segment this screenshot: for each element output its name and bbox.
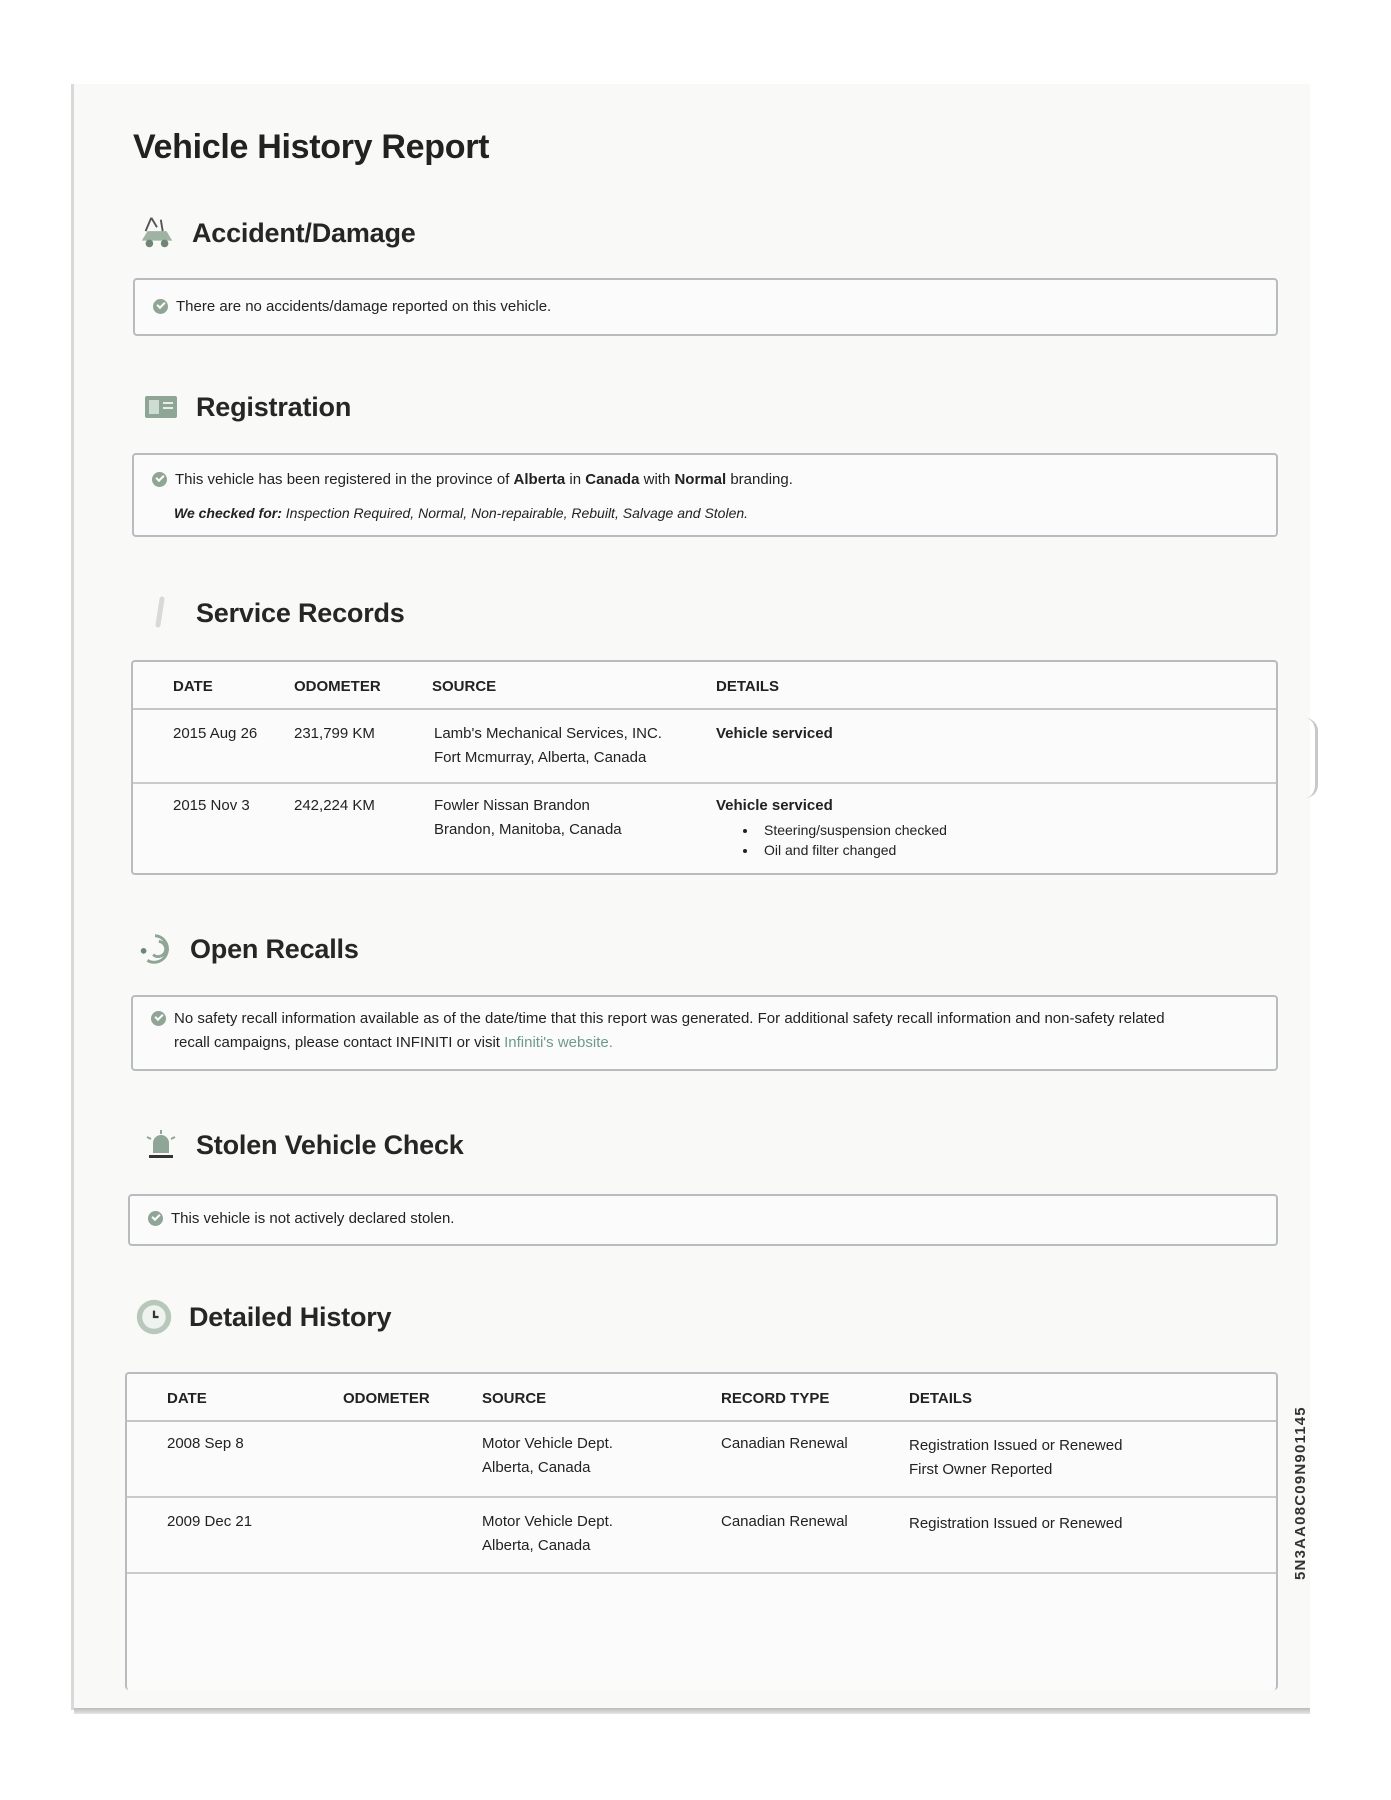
history-section-header (135, 1298, 391, 1336)
detailed-history-table (125, 1372, 1278, 1690)
accident-title: Accident/Damage (192, 217, 416, 248)
clock-icon (135, 1298, 173, 1336)
service-source (434, 794, 622, 842)
page-title: Vehicle History Report (133, 128, 490, 166)
table-row (133, 708, 1276, 784)
checked-for-items: Inspection Required, Normal, Non-repairable, Rebuilt, Salvage and Stolen. (285, 505, 749, 521)
detail-title: Vehicle serviced (716, 725, 833, 742)
registration-line (152, 471, 1258, 488)
stolen-message (148, 1210, 1258, 1227)
history-record-type: Canadian Renewal (721, 1513, 848, 1530)
service-title: Service Records (196, 597, 405, 628)
registration-with: with (643, 471, 671, 488)
registration-province: Alberta (513, 471, 566, 488)
table-row (127, 1496, 1276, 1574)
history-table-header (127, 1374, 1276, 1422)
check-icon (153, 299, 168, 314)
column-header: DATE (173, 678, 213, 695)
check-icon (152, 472, 167, 487)
source-name: Lamb's Mechanical Services, INC. (434, 725, 662, 742)
column-header: SOURCE (432, 678, 497, 695)
registration-prefix: This vehicle has been registered in the province of (175, 471, 510, 488)
infiniti-website-link[interactable]: Infiniti's website. (504, 1034, 613, 1051)
check-icon (151, 1011, 166, 1026)
service-records-table (131, 660, 1278, 875)
stolen-title: Stolen Vehicle Check (196, 1129, 464, 1160)
service-details (716, 722, 833, 746)
service-date: 2015 Aug 26 (173, 725, 258, 742)
history-date: 2008 Sep 8 (167, 1435, 244, 1452)
service-table-header (133, 662, 1276, 710)
recalls-box (131, 995, 1278, 1071)
column-header: ODOMETER (294, 678, 381, 695)
recalls-message (151, 1007, 1258, 1055)
check-icon (148, 1211, 163, 1226)
table-row (133, 782, 1276, 875)
history-details (909, 1434, 1122, 1482)
source-location: Alberta, Canada (482, 1459, 591, 1476)
recalls-title: Open Recalls (190, 933, 359, 964)
list-item: • Oil and filter changed (758, 840, 947, 860)
car-crash-icon (138, 214, 176, 252)
column-header: DETAILS (716, 678, 780, 695)
service-details (716, 794, 947, 860)
service-date: 2015 Nov 3 (173, 797, 250, 814)
stolen-box (128, 1194, 1278, 1246)
checked-for-line (174, 505, 1258, 521)
registration-country: Canada (585, 471, 640, 488)
registration-title: Registration (196, 391, 352, 422)
paper-smudge (1305, 718, 1318, 798)
vin-number: 5N3AA08C09N901145 (1292, 1406, 1309, 1580)
police-siren-icon (142, 1126, 180, 1164)
paper-edge (74, 1708, 1310, 1714)
registration-section-header (142, 388, 351, 426)
column-header: RECORD TYPE (721, 1390, 830, 1407)
source-location: Fort Mcmurray, Alberta, Canada (434, 749, 647, 766)
history-source (482, 1432, 613, 1480)
column-header: ODOMETER (343, 1390, 430, 1407)
history-record-type: Canadian Renewal (721, 1435, 848, 1452)
service-section-header (142, 594, 405, 632)
source-name: Fowler Nissan Brandon (434, 797, 590, 814)
accident-section-header (138, 214, 416, 252)
wrench-icon (142, 594, 180, 632)
recalls-message-line2: recall campaigns, please contact INFINITI or visit (174, 1034, 500, 1051)
accident-message (153, 298, 1258, 315)
registration-card-icon (142, 388, 180, 426)
details-line: Registration Issued or Renewed (909, 1437, 1123, 1454)
checked-for-label: We checked for: (174, 505, 282, 521)
column-header: SOURCE (482, 1390, 547, 1407)
details-line: First Owner Reported (909, 1461, 1053, 1478)
registration-box (132, 453, 1278, 537)
source-location: Alberta, Canada (482, 1537, 591, 1554)
history-details (909, 1512, 1122, 1536)
detail-list (716, 820, 947, 860)
history-date: 2009 Dec 21 (167, 1513, 253, 1530)
service-source (434, 722, 662, 770)
accident-box (133, 278, 1278, 336)
registration-branding-suffix: branding. (730, 471, 793, 488)
source-name: Motor Vehicle Dept. (482, 1435, 613, 1452)
table-row (127, 1420, 1276, 1498)
stolen-section-header (142, 1126, 464, 1164)
registration-in: in (569, 471, 582, 488)
accident-message-text: There are no accidents/damage reported on this vehicle. (176, 298, 552, 315)
column-header: DETAILS (909, 1390, 973, 1407)
history-title: Detailed History (189, 1301, 392, 1332)
registration-branding: Normal (674, 471, 727, 488)
stolen-message-text: This vehicle is not actively declared stolen. (171, 1210, 455, 1227)
detail-title: Vehicle serviced (716, 797, 833, 814)
source-location: Brandon, Manitoba, Canada (434, 821, 622, 838)
recall-megaphone-icon (136, 930, 174, 968)
list-item: • Steering/suspension checked (758, 820, 947, 840)
source-name: Motor Vehicle Dept. (482, 1513, 613, 1530)
recalls-section-header (136, 930, 359, 968)
column-header: DATE (167, 1390, 207, 1407)
history-source (482, 1510, 613, 1558)
details-line: Registration Issued or Renewed (909, 1515, 1123, 1532)
service-odometer: 231,799 KM (294, 725, 375, 742)
service-odometer: 242,224 KM (294, 797, 375, 814)
recalls-message-line1: No safety recall information available as of the date/time that this report was generated. For additional safety recall information and non-safety related (174, 1010, 1165, 1027)
